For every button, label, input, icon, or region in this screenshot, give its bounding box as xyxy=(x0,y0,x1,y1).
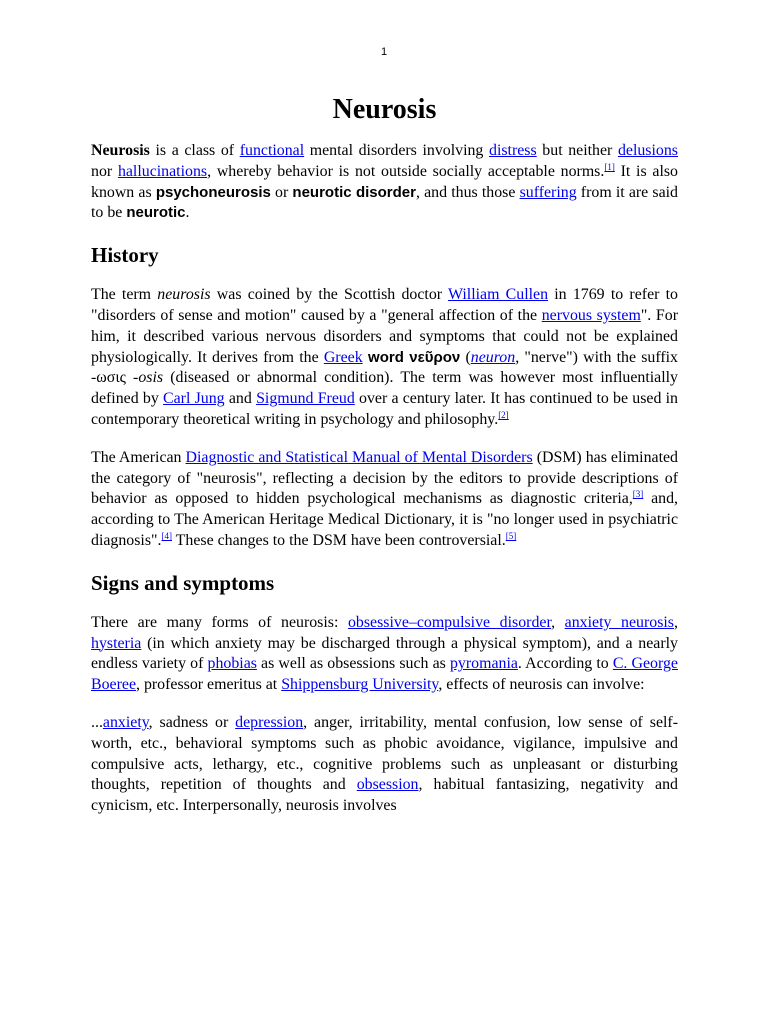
text: , xyxy=(551,613,565,631)
term-neurosis: Neurosis xyxy=(91,142,150,159)
link-greek[interactable]: Greek xyxy=(323,348,363,366)
link-phobias[interactable]: phobias xyxy=(207,655,257,673)
term-psychoneurosis: psychoneurosis xyxy=(155,183,271,201)
link-anxiety[interactable]: anxiety xyxy=(102,713,149,731)
text: The term xyxy=(91,286,158,304)
link-functional[interactable]: functional xyxy=(239,142,305,159)
italic-neurosis: neurosis xyxy=(157,286,211,304)
link-william-cullen[interactable]: William Cullen xyxy=(448,286,549,304)
text: or xyxy=(270,183,293,201)
text: , habitual fantasizing, negativity and cynicism, etc. Interpersonally, neurosis involves xyxy=(91,776,678,815)
link-pyromania[interactable]: pyromania xyxy=(449,655,518,673)
link-sigmund-freud[interactable]: Sigmund Freud xyxy=(256,390,355,408)
link-obsession[interactable]: obsession xyxy=(356,776,419,794)
link-shippensburg-university[interactable]: Shippensburg University xyxy=(281,676,439,694)
text: and, according to The American Heritage Medical Dictionary, it is "no longer used in psychiatric diagnosis". xyxy=(91,490,678,549)
text: There are many forms of neurosis: xyxy=(91,613,348,631)
citation-1[interactable]: [1] xyxy=(604,161,615,172)
citation-2[interactable]: [2] xyxy=(498,409,509,420)
text: mental disorders involving xyxy=(304,142,489,159)
text: over a century later. It has continued to be used in contemporary theoretical writing in psychology and philosophy. xyxy=(91,390,678,428)
history-paragraph-2 xyxy=(91,448,678,552)
section-heading-signs-and-symptoms: Signs and symptoms xyxy=(91,570,275,595)
term-neurotic-disorder: neurotic disorder xyxy=(292,183,416,201)
text: . xyxy=(185,204,190,222)
text: (in which anxiety may be discharged through a physical symptom), and a nearly endless variety of xyxy=(91,634,678,673)
link-nervous-system[interactable]: nervous system xyxy=(541,306,641,324)
intro-paragraph xyxy=(91,141,678,224)
text: from it are said to be xyxy=(91,183,678,222)
text: but neither xyxy=(536,142,618,159)
text: , sadness or xyxy=(148,713,236,731)
text: in 1769 to refer to "disorders of sense and motion" caused by a "general affection of the xyxy=(91,286,678,324)
text: nor xyxy=(91,162,118,180)
text: ... xyxy=(91,713,103,731)
link-ocd[interactable]: obsessive–compulsive disorder xyxy=(347,613,552,631)
greek-word: word νεῦρον xyxy=(362,348,461,366)
history-paragraph-1 xyxy=(91,285,678,431)
link-hysteria[interactable]: hysteria xyxy=(91,634,142,652)
text: (diseased or abnormal condition). The term was however most influentially defined by xyxy=(91,369,679,408)
text: ( xyxy=(460,348,471,366)
link-hallucinations[interactable]: hallucinations xyxy=(117,162,208,180)
text: ". For him, it described various nervous disorders and symptoms that could not be explained physiologically. It derives from the xyxy=(91,306,678,366)
text: . According to xyxy=(517,655,613,673)
term-neurotic: neurotic xyxy=(126,204,186,222)
article-body xyxy=(91,92,678,834)
text: It is also known as xyxy=(91,162,678,201)
text: , and thus those xyxy=(415,183,520,201)
link-suffering[interactable]: suffering xyxy=(519,183,577,201)
text: , professor emeritus at xyxy=(136,676,282,694)
link-delusions[interactable]: delusions xyxy=(617,142,678,159)
link-neuron[interactable]: neuron xyxy=(470,348,516,366)
text: , anger, irritability, mental confusion, low sense of self-worth, etc., behavioral symptoms such as phobic avoidance, vigilance, impulsive and compulsive acts, lethargy, etc., cognitive problems such as unpleasant or disturbing thoughts, repetition of thoughts and xyxy=(91,713,678,794)
text: is a class of xyxy=(149,142,240,159)
signs-paragraph-1 xyxy=(91,613,678,696)
page-title: Neurosis xyxy=(332,94,437,125)
text: was coined by the Scottish doctor xyxy=(210,286,449,304)
citation-5[interactable]: [5] xyxy=(505,530,517,541)
link-distress[interactable]: distress xyxy=(489,142,537,159)
citation-4[interactable]: [4] xyxy=(161,530,172,541)
text: as well as obsessions such as xyxy=(256,655,450,673)
link-depression[interactable]: depression xyxy=(235,713,304,731)
link-dsm[interactable]: Diagnostic and Statistical Manual of Mental Disorders xyxy=(185,448,533,466)
section-heading-history: History xyxy=(91,243,159,268)
text: , whereby behavior is not outside socially acceptable norms. xyxy=(207,162,605,180)
text: and xyxy=(224,390,257,408)
text: The American xyxy=(91,448,186,466)
link-carl-jung[interactable]: Carl Jung xyxy=(163,390,225,408)
citation-3[interactable]: [3] xyxy=(632,489,644,500)
page-number: 1 xyxy=(380,46,388,58)
link-c-george-boeree[interactable]: C. George Boeree xyxy=(91,655,678,694)
text: These changes to the DSM have been controversial. xyxy=(172,531,506,549)
text: (DSM) has eliminated the category of "neurosis", reflecting a decision by the editors to provide descriptions of behavior as opposed to hidden psychological mechanisms as diagnostic criteria, xyxy=(91,448,679,508)
text: , xyxy=(674,613,678,631)
link-anxiety-neurosis[interactable]: anxiety neurosis xyxy=(564,613,674,631)
text: , "nerve") with the suffix -ωσις - xyxy=(91,348,678,387)
text: , effects of neurosis can involve: xyxy=(438,676,645,694)
italic-osis: osis xyxy=(138,369,164,387)
signs-paragraph-2 xyxy=(91,713,678,817)
